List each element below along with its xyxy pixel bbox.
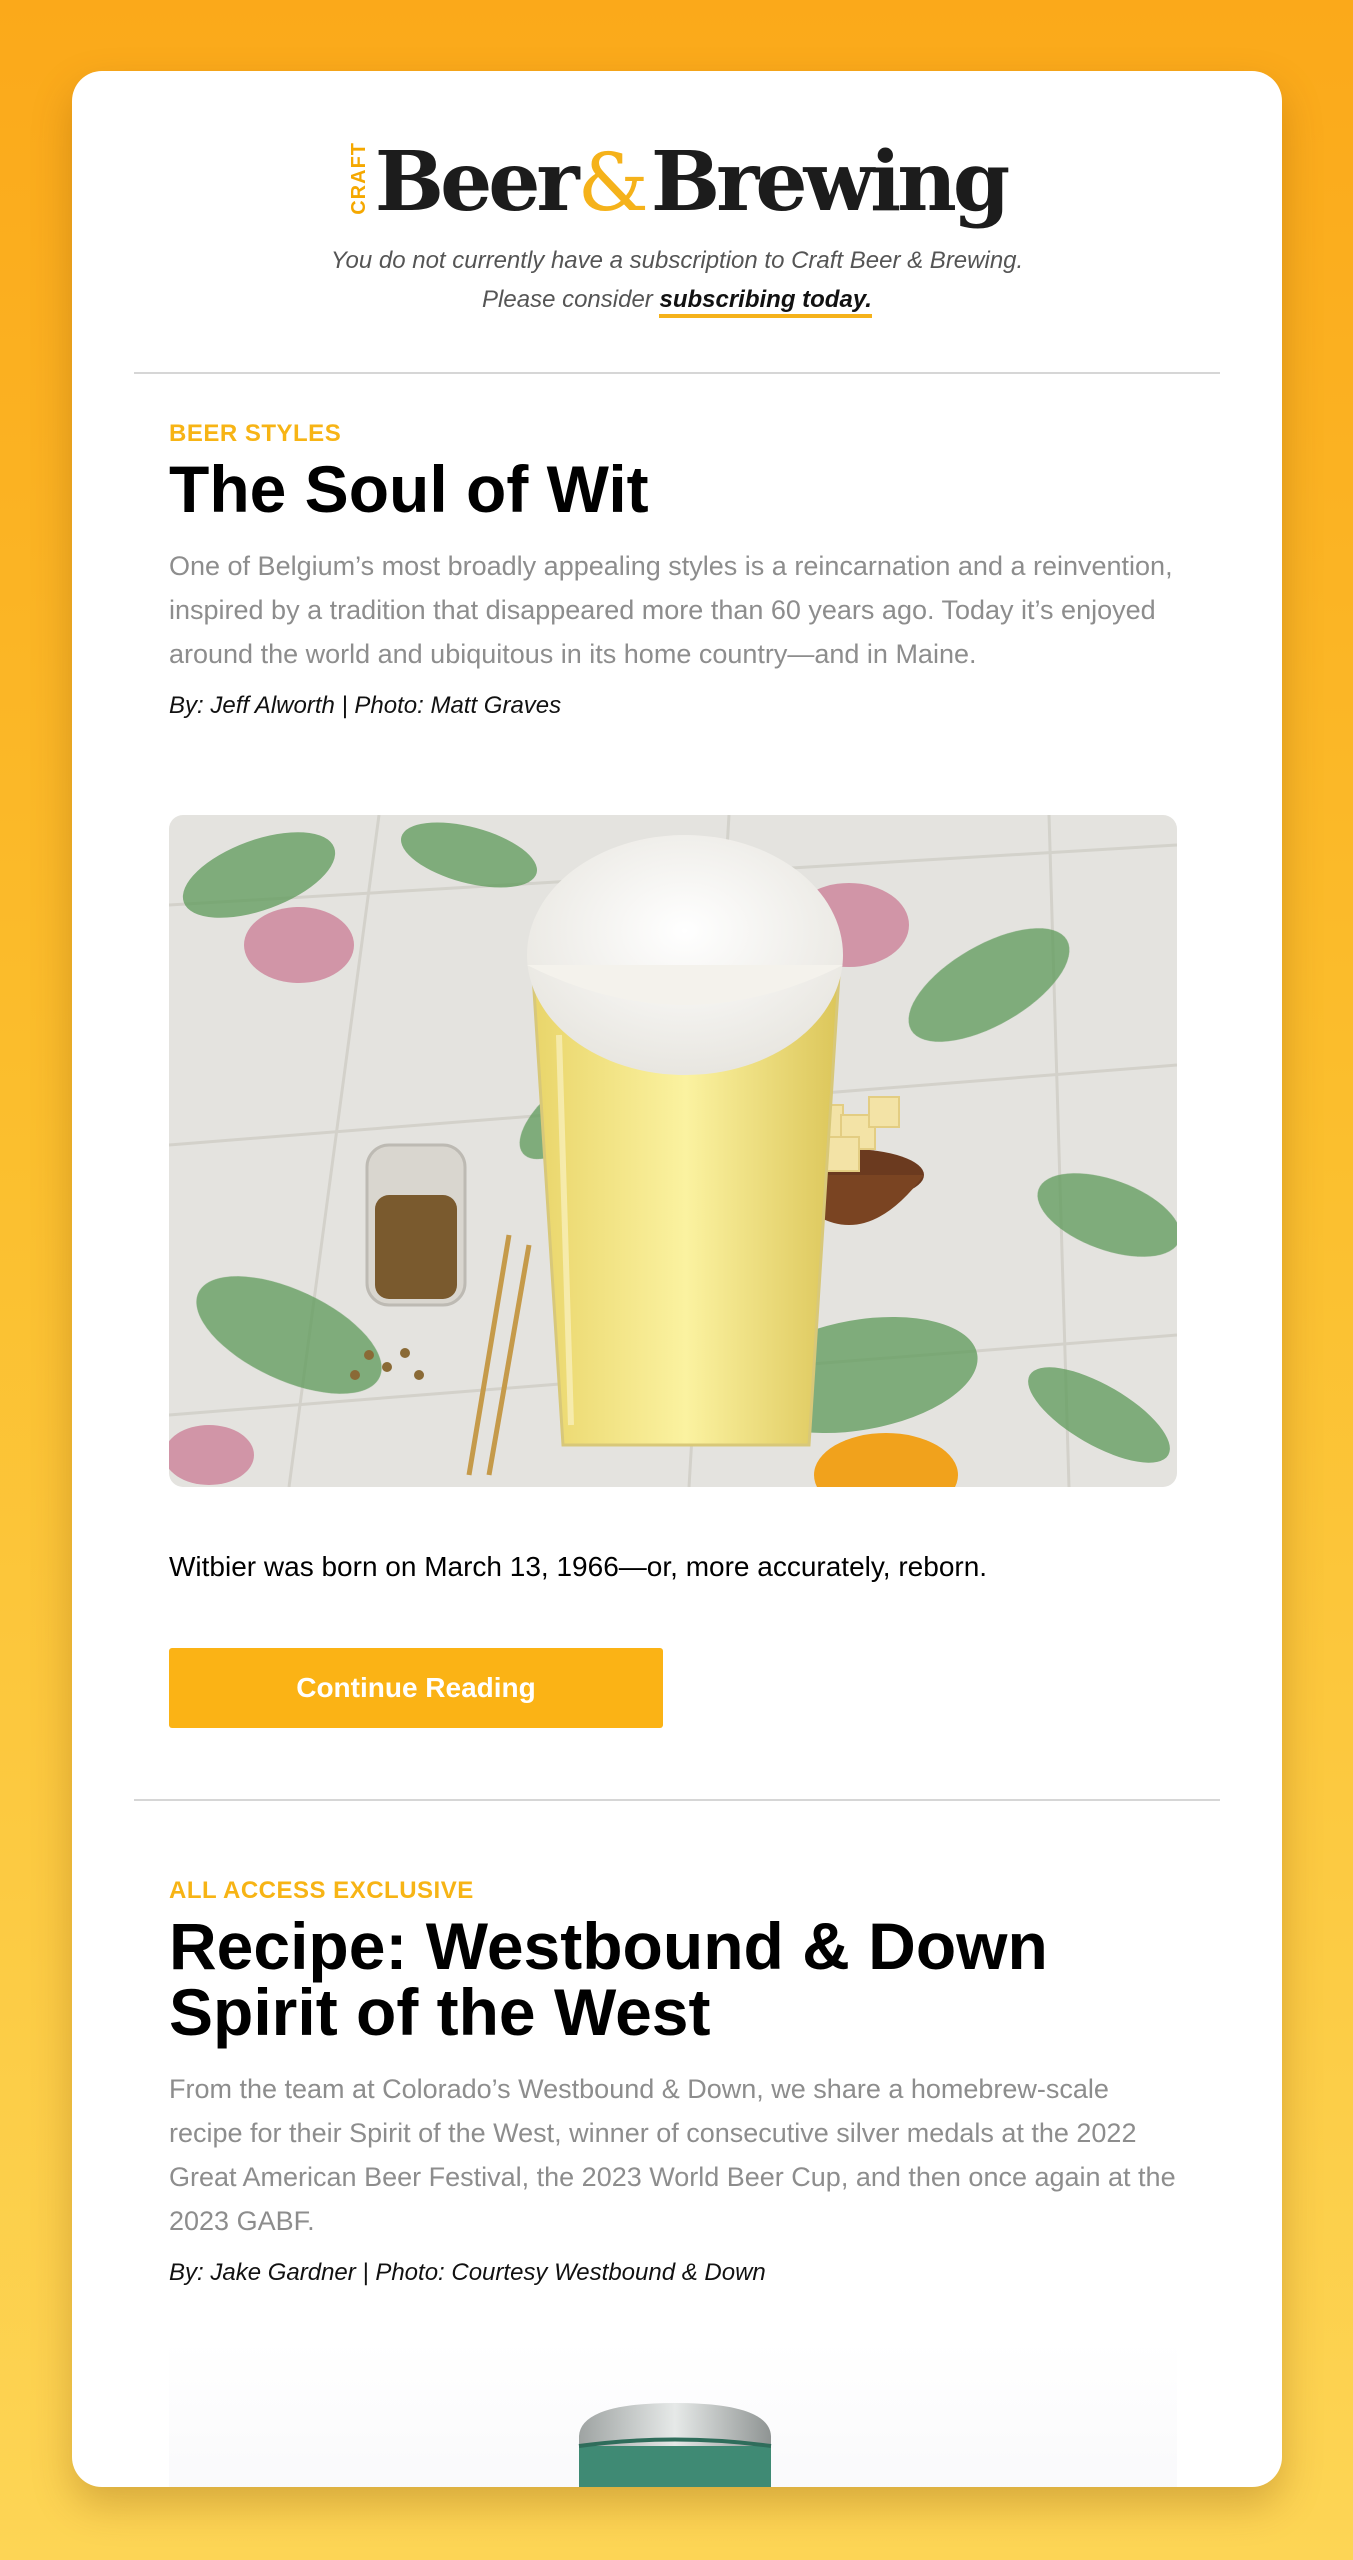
article-1-byline: By: Jeff Alworth | Photo: Matt Graves [169, 692, 562, 719]
logo-brewing-text: Brewing [650, 134, 1007, 230]
article-1-title[interactable]: The Soul of Wit [169, 452, 649, 526]
subscription-notice [72, 241, 1282, 319]
witbier-glass-illustration [169, 815, 1177, 1487]
continue-reading-button[interactable]: Continue Reading [169, 1648, 663, 1728]
notice-prefix: Please consider [482, 286, 660, 313]
divider [134, 372, 1220, 374]
article-1-category[interactable]: BEER STYLES [169, 420, 342, 447]
brand-logo[interactable] [72, 134, 1282, 230]
article-2-dek: From the team at Colorado’s Westbound & Down, we share a homebrew-scale recipe for their Spirit of the West, winner of consecutive silver medals at the 2022 Great American Beer Festival, the 2023 World Beer Cup, and then once again at the 2023 GABF. [169, 2074, 1176, 2236]
article-2-header [169, 1877, 1179, 2287]
subscribe-link[interactable]: subscribing today. [659, 286, 871, 318]
article-2-category[interactable]: ALL ACCESS EXCLUSIVE [169, 1877, 474, 1904]
logo-ampersand: & [577, 136, 649, 229]
article-2-title-line-2: Spirit of the West [169, 1975, 711, 2049]
article-1-header [169, 420, 1179, 720]
beer-can-illustration [169, 2341, 1177, 2487]
divider [134, 1799, 1220, 1801]
logo-beer-text: Beer [374, 134, 576, 230]
notice-line-1: You do not currently have a subscription to Craft Beer & Brewing. [330, 247, 1024, 274]
newsletter-card [72, 71, 1282, 2487]
article-1-dek: One of Belgium’s most broadly appealing styles is a reincarnation and a reinvention, inspired by a tradition that disappeared more than 60 years ago. Today it’s enjoyed around the world and ubiquitous in its home country—and in Maine. [169, 551, 1173, 669]
article-2-photo[interactable] [169, 2341, 1177, 2487]
article-1-body: Witbier was born on March 13, 1966—or, more accurately, reborn. [169, 1551, 988, 1582]
notice-line-2 [72, 280, 1282, 319]
article-2-byline: By: Jake Gardner | Photo: Courtesy Westbound & Down [169, 2259, 766, 2286]
article-1-photo[interactable] [169, 815, 1177, 1487]
article-2-title-line-1: Recipe: Westbound & Down [169, 1909, 1048, 1983]
logo-craft-text: CRAFT [347, 142, 370, 215]
article-2-title[interactable] [169, 1909, 1179, 2049]
